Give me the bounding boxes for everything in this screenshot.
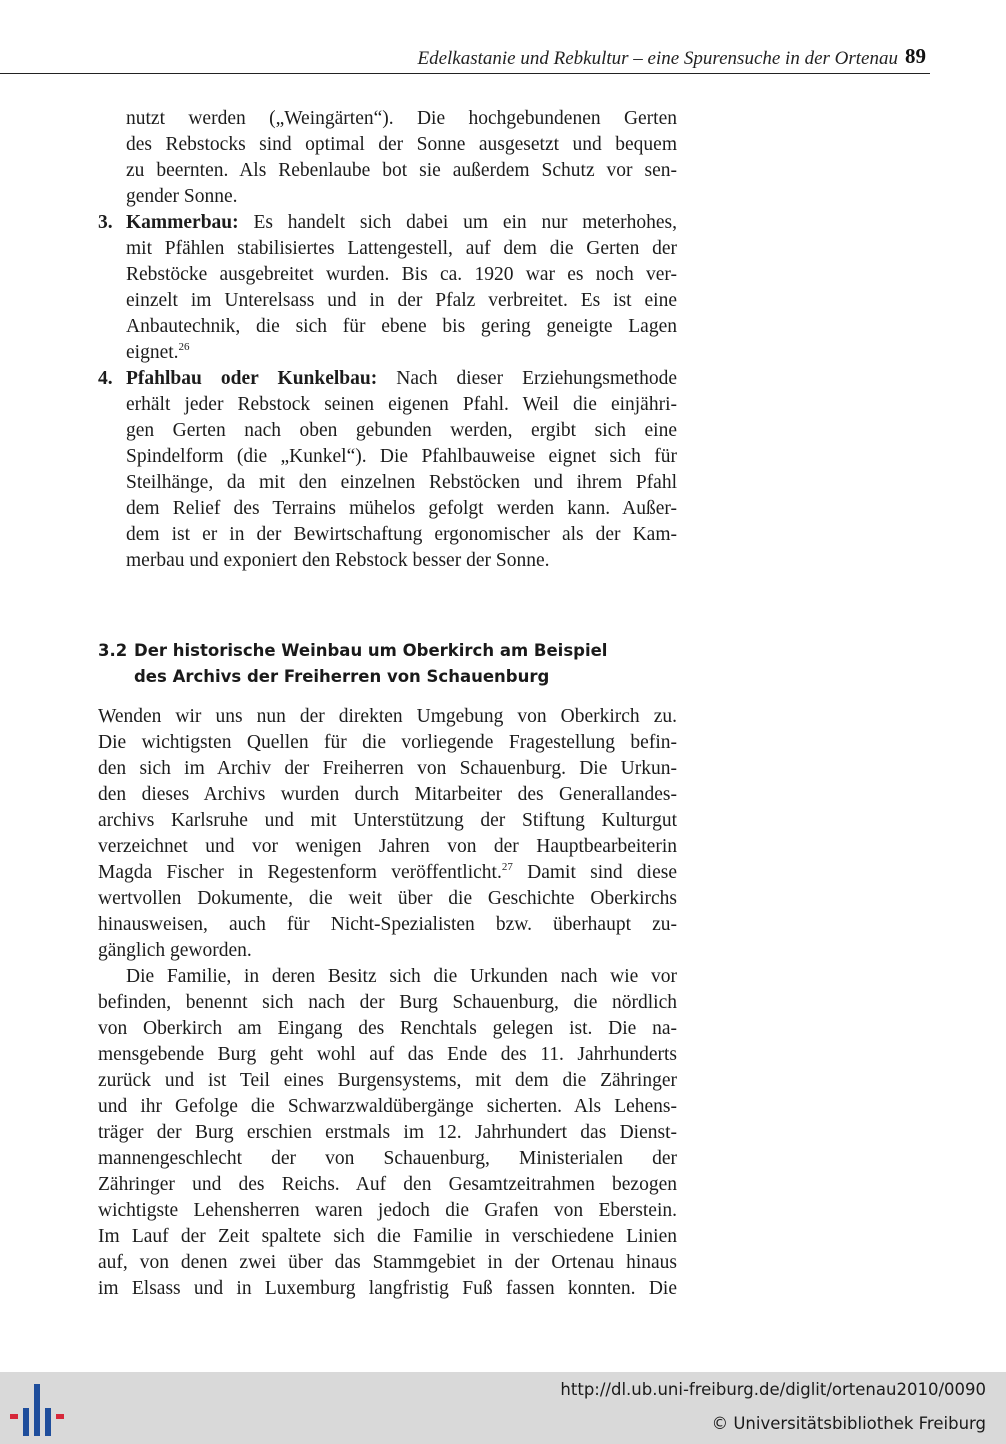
header-rule [0, 73, 930, 74]
para2-line-7: träger der Burg erschien erstmals im 12. Jahrhundert das Dienst- [98, 1122, 677, 1143]
para1-fn-after: Damit sind diese [512, 862, 677, 883]
document-url-link[interactable]: http://dl.ub.uni-freiburg.de/diglit/ortenau2010/0090 [560, 1380, 986, 1399]
list-item-3-line-1 [126, 210, 677, 236]
para1-line-7 [98, 860, 677, 886]
para1-line-10: gänglich geworden. [98, 940, 252, 961]
running-head [0, 44, 1006, 76]
list-item-3-term: Kammerbau: [126, 212, 239, 233]
list-item-4-number: 4. [98, 368, 113, 389]
para1-line-1: Wenden wir uns nun der direkten Umgebung von Oberkirch zu. [98, 706, 677, 727]
list-item-4-line-8: merbau und exponiert den Rebstock besser der Sonne. [126, 550, 550, 571]
list-item-4-line-1 [126, 366, 677, 392]
copyright-text: © Universitätsbibliothek Freiburg [711, 1414, 986, 1433]
university-library-logo-icon [10, 1384, 64, 1436]
para2-line-13: im Elsass und in Luxemburg langfristig Fuß fassen konnten. Die [98, 1278, 677, 1299]
list-item-4-line-2: erhält jeder Rebstock seinen eigenen Pfahl. Weil die einjähri- [126, 394, 677, 415]
para2-line-9: Zähringer und des Reichs. Auf den Gesamtzeitrahmen bezogen [98, 1174, 677, 1195]
page-number: 89 [905, 44, 926, 68]
list-item-3-line-6 [126, 340, 677, 366]
para2-line-2: befinden, benennt sich nach der Burg Schauenburg, die nördlich [98, 992, 677, 1013]
list-item-4-line-6: dem Relief des Terrains mühelos gefolgt werden kann. Außer- [126, 498, 677, 519]
list-item-3-line-2: mit Pfählen stabilisiertes Lattengestell, auf dem die Gerten der [126, 238, 677, 259]
section-number: 3.2 [98, 641, 128, 660]
list-item-4-term: Pfahlbau oder Kunkelbau: [126, 368, 378, 389]
list-item-2-line-4: gender Sonne. [126, 186, 238, 207]
para1-line-6: verzeichnet und vor wenigen Jahren von der Hauptbearbeiterin [98, 836, 677, 857]
para1-line-4: den dieses Archivs wurden durch Mitarbeiter des Generallandes- [98, 784, 677, 805]
para2-line-6: und ihr Gefolge die Schwarzwaldübergänge sicherten. Als Lehens- [98, 1096, 677, 1117]
list-item-3-line-4: einzelt im Unterelsass und in der Pfalz verbreitet. Es ist eine [126, 290, 677, 311]
list-item-2-line-1: nutzt werden („Weingärten“). Die hochgebundenen Gerten [126, 108, 677, 129]
para1-fn-before: Magda Fischer in Regestenform veröffentlicht. [98, 862, 502, 883]
para2-line-10: wichtigste Lehensherren waren jedoch die Grafen von Eberstein. [98, 1200, 677, 1221]
list-item-4-first-rest: Nach dieser Erziehungsmethode [377, 368, 677, 389]
para2-line-5: zurück und ist Teil eines Burgensystems, mit dem die Zähringer [98, 1070, 677, 1091]
running-title [417, 48, 898, 70]
para1-line-3: den sich im Archiv der Freiherren von Schauenburg. Die Urkun- [98, 758, 677, 779]
list-item-4-line-5: Steilhänge, da mit den einzelnen Rebstöcken und ihrem Pfahl [126, 472, 677, 493]
section-title-line-2: des Archivs der Freiherren von Schauenburg [134, 667, 550, 686]
para2-line-1: Die Familie, in deren Besitz sich die Urkunden nach wie vor [126, 966, 677, 987]
para2-line-4: mensgebende Burg geht wohl auf das Ende des 11. Jahrhunderts [98, 1044, 677, 1065]
list-item-4-line-3: gen Gerten nach oben gebunden werden, ergibt sich eine [126, 420, 677, 441]
list-item-3-number: 3. [98, 212, 113, 233]
para1-line-8: wertvollen Dokumente, die weit über die Geschichte Oberkirchs [98, 888, 677, 909]
list-item-3-line-3: Rebstöcke ausgebreitet wurden. Bis ca. 1920 war es noch ver- [126, 264, 677, 285]
para2-line-11: Im Lauf der Zeit spaltete sich die Familie in verschiedene Linien [98, 1226, 677, 1247]
para1-line-2: Die wichtigsten Quellen für die vorliegende Fragestellung befin- [98, 732, 677, 753]
list-item-2-line-3: zu beernten. Als Rebenlaube bot sie außerdem Schutz vor sen- [126, 160, 677, 181]
list-item-2-line-2: des Rebstocks sind optimal der Sonne ausgesetzt und bequem [126, 134, 677, 155]
footnote-ref-26: 26 [178, 340, 190, 353]
para1-line-5: archivs Karlsruhe und mit Unterstützung der Stiftung Kulturgut [98, 810, 677, 831]
section-title-line-1: Der historische Weinbau um Oberkirch am Beispiel [134, 641, 608, 660]
para1-line-9: hinausweisen, auch für Nicht-Spezialisten bzw. überhaupt zu- [98, 914, 677, 935]
list-item-4-line-4: Spindelform (die „Kunkel“). Die Pfahlbauweise eignet sich für [126, 446, 677, 467]
list-item-3-line-5: Anbautechnik, die sich für ebene bis gering geneigte Lagen [126, 316, 677, 337]
para2-line-3: von Oberkirch am Eingang des Renchtals gelegen ist. Die na- [98, 1018, 677, 1039]
list-item-3-first-rest: Es handelt sich dabei um ein nur meterhohes, [238, 212, 677, 233]
footer-bar [0, 1372, 1006, 1444]
para2-line-12: auf, von denen zwei über das Stammgebiet in der Ortenau hinaus [98, 1252, 677, 1273]
running-title-text: Edelkastanie und Rebkultur – eine Spurensuche in der Ortenau [417, 48, 898, 69]
list-item-3-last-text: eignet. [126, 342, 179, 363]
list-item-4-line-7: dem ist er in der Bewirtschaftung ergonomischer als der Kam- [126, 524, 677, 545]
footnote-ref-27: 27 [501, 860, 513, 873]
para2-line-8: mannengeschlecht der von Schauenburg, Ministerialen der [98, 1148, 677, 1169]
